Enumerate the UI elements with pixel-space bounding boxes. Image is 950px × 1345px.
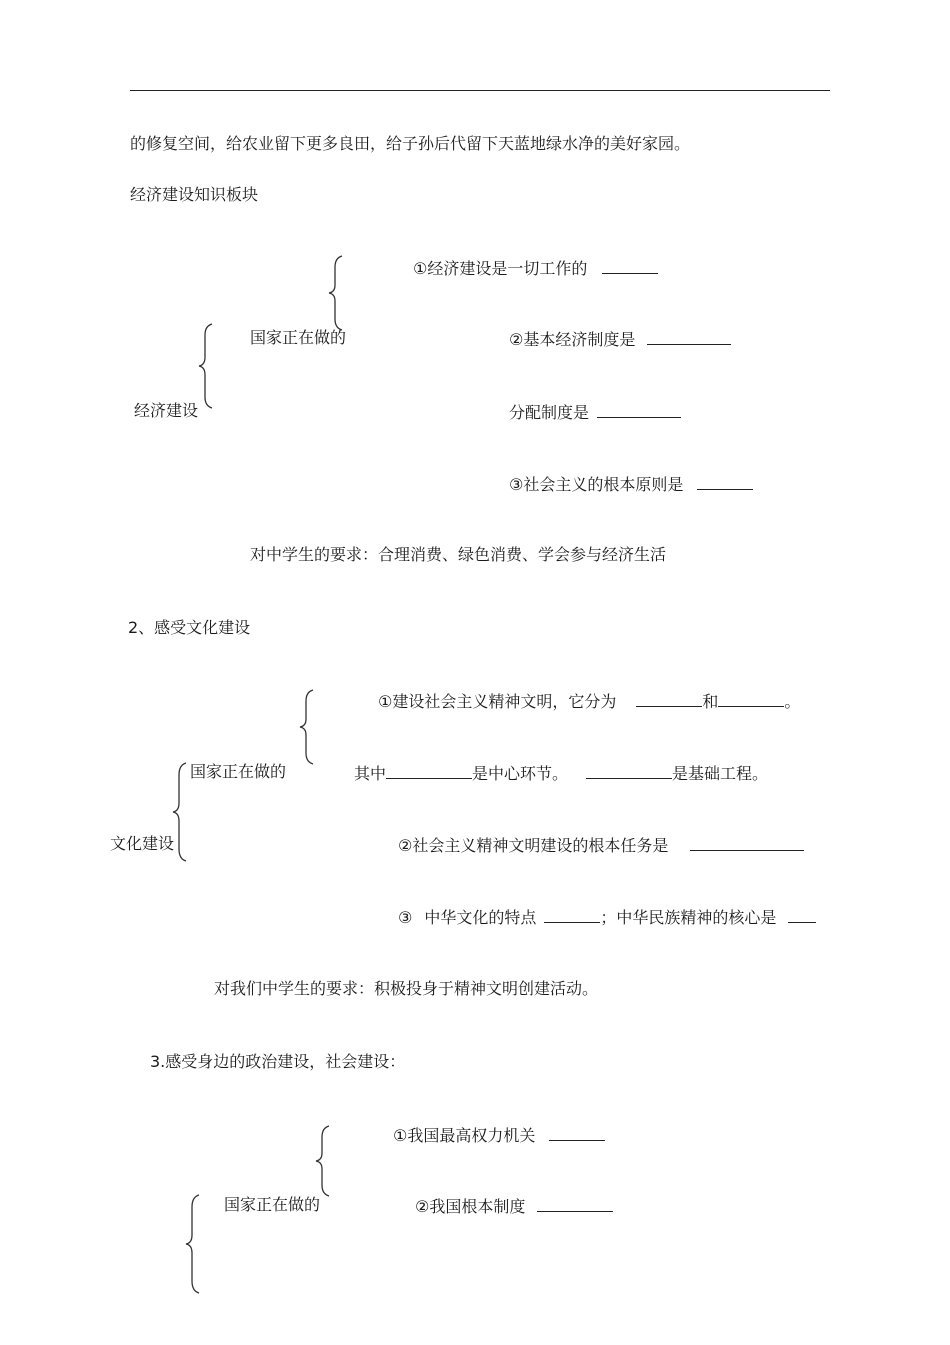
politics-inner-brace — [313, 1125, 333, 1197]
culture-inner-brace — [297, 689, 317, 765]
answer-blank[interactable] — [697, 473, 753, 490]
politics-heading: 3.感受身边的政治建设，社会建设： — [150, 1052, 406, 1071]
culture-item-1b-basis: 是基础工程。 — [672, 764, 769, 783]
answer-blank[interactable] — [647, 328, 731, 345]
economy-item-3 — [509, 473, 753, 495]
culture-heading: 2、感受文化建设 — [128, 618, 251, 637]
answer-blank[interactable] — [636, 690, 702, 707]
answer-blank[interactable] — [788, 906, 816, 923]
economy-heading: 经济建设知识板块 — [130, 185, 259, 204]
answer-blank[interactable] — [602, 257, 658, 274]
politics-item-2 — [415, 1195, 613, 1217]
culture-item-1-and: 和 — [702, 692, 719, 711]
economy-root: 经济建设 — [134, 401, 199, 420]
economy-item-2b — [509, 401, 681, 423]
economy-item-2b-text: 分配制度是 — [509, 403, 590, 422]
economy-branch: 国家正在做的 — [250, 328, 347, 347]
culture-item-2 — [398, 834, 804, 856]
politics-outer-brace — [183, 1194, 203, 1294]
culture-item-3-core: ；中华民族精神的核心是 — [600, 908, 777, 927]
politics-item-2-text: ②我国根本制度 — [415, 1197, 526, 1216]
culture-root: 文化建设 — [110, 834, 175, 853]
economy-item-2-text: ②基本经济制度是 — [509, 330, 636, 349]
culture-item-1-end: 。 — [784, 692, 801, 711]
answer-blank[interactable] — [718, 690, 784, 707]
economy-outer-brace — [196, 323, 216, 409]
culture-item-1b-prefix: 其中 — [354, 764, 387, 783]
culture-branch: 国家正在做的 — [190, 762, 287, 781]
culture-item-1-text: ①建设社会主义精神文明，它分为 — [378, 692, 617, 711]
economy-item-1-text: ①经济建设是一切工作的 — [413, 259, 588, 278]
culture-requirement: 对我们中学生的要求：积极投身于精神文明创建活动。 — [214, 979, 599, 998]
politics-item-1-text: ①我国最高权力机关 — [393, 1126, 536, 1145]
culture-item-1b — [354, 762, 768, 784]
answer-blank[interactable] — [544, 906, 600, 923]
answer-blank[interactable] — [549, 1124, 605, 1141]
economy-item-2 — [509, 328, 731, 350]
answer-blank[interactable] — [537, 1195, 613, 1212]
culture-item-3 — [398, 906, 816, 928]
culture-item-3-num: ③ — [398, 908, 413, 927]
economy-item-3-text: ③社会主义的根本原则是 — [509, 475, 684, 494]
answer-blank[interactable] — [690, 834, 804, 851]
top-rule — [130, 90, 830, 91]
economy-inner-brace — [326, 255, 346, 331]
answer-blank[interactable] — [386, 762, 472, 779]
culture-item-2-text: ②社会主义精神文明建设的根本任务是 — [398, 836, 669, 855]
economy-requirement: 对中学生的要求：合理消费、绿色消费、学会参与经济生活 — [250, 545, 667, 564]
answer-blank[interactable] — [586, 762, 672, 779]
culture-item-3-feature: 中华文化的特点 — [424, 908, 537, 927]
politics-item-1 — [393, 1124, 605, 1146]
economy-item-1 — [413, 257, 658, 279]
culture-item-1 — [378, 690, 800, 712]
answer-blank[interactable] — [597, 401, 681, 418]
culture-item-1b-center: 是中心环节。 — [472, 764, 569, 783]
politics-branch: 国家正在做的 — [224, 1195, 321, 1214]
continuation-text: 的修复空间，给农业留下更多良田，给子孙后代留下天蓝地绿水净的美好家园。 — [130, 134, 691, 153]
